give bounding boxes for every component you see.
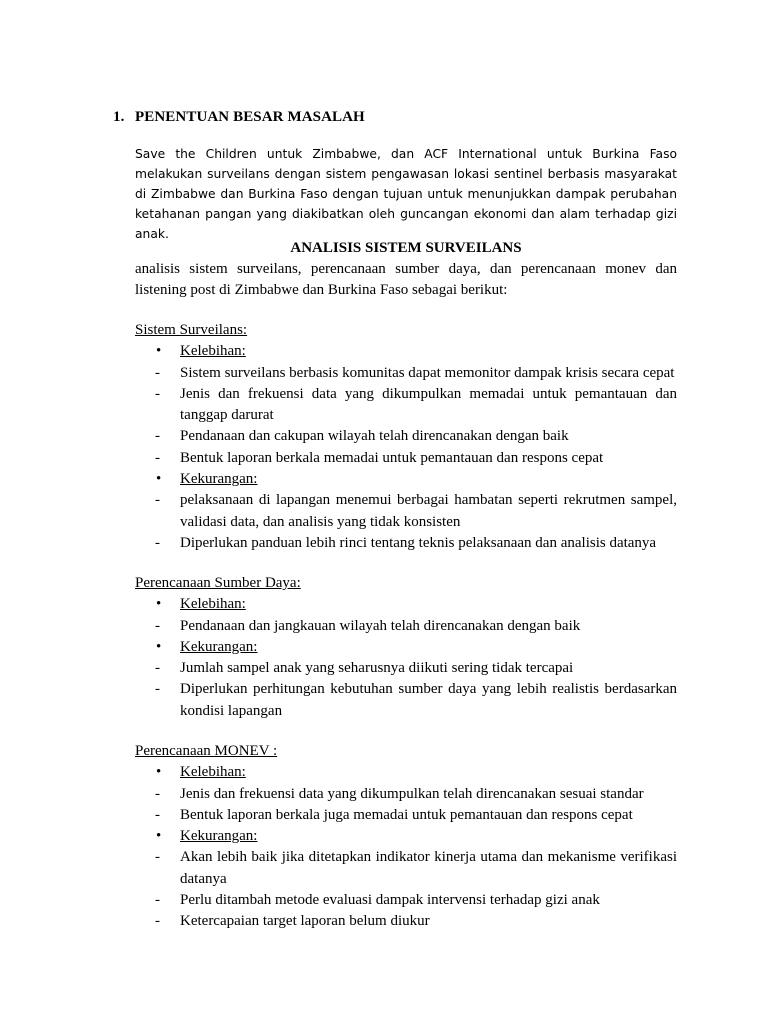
- list-item: - Bentuk laporan berkala juga memadai untuk pemantauan dan respons cepat: [135, 805, 677, 826]
- list-item: • Kelebihan:: [135, 594, 677, 615]
- list-item: - pelaksanaan di lapangan menemui berbagai hambatan seperti rekrutmen sampel, validasi data, dan analisis yang tidak konsisten: [155, 492, 677, 530]
- list-item: - Perlu ditambah metode evaluasi dampak intervensi terhadap gizi anak: [135, 890, 677, 911]
- list-item: • Kekurangan:: [135, 637, 677, 658]
- list-item: • Kekurangan:: [135, 469, 677, 490]
- dash-marker: -: [155, 849, 160, 866]
- section-sistem-surveilans: [135, 320, 677, 554]
- dash-marker: -: [155, 892, 160, 909]
- dash-marker: -: [155, 681, 160, 698]
- intro-paragraph: Save the Children untuk Zimbabwe, dan ACF International untuk Burkina Faso melakukan surveilans dengan sistem pengawasan lokasi sentinel berbasis masyarakat di Zimbabwe dan Burkina Faso dengan tujuan untuk menunjukkan dampak perubahan ketahanan pangan yang diakibatkan oleh guncangan ekonomi dan alam terhadap gizi anak.: [135, 147, 677, 241]
- section-perencanaan-monev: [135, 741, 677, 933]
- dash-marker: -: [155, 617, 160, 634]
- bullet-marker: •: [156, 343, 162, 360]
- dash-marker: -: [155, 534, 160, 551]
- dash-marker: -: [155, 785, 160, 802]
- dash-marker: -: [155, 660, 160, 677]
- list-item: - Jenis dan frekuensi data yang dikumpulkan telah direncanakan sesuai standar: [135, 784, 677, 805]
- section-title: Perencanaan Sumber Daya:: [135, 575, 301, 591]
- list-item: - Sistem surveilans berbasis komunitas dapat memonitor dampak krisis secara cepat: [135, 363, 677, 384]
- section-heading: [113, 109, 365, 126]
- dash-marker: -: [155, 385, 160, 402]
- analysis-title: ANALISIS SISTEM SURVEILANS: [290, 240, 522, 256]
- bullet-marker: •: [156, 828, 162, 845]
- list-item: • Kekurangan:: [135, 826, 677, 847]
- section-title: Sistem Surveilans:: [135, 322, 248, 338]
- list-item: - Diperlukan perhitungan kebutuhan sumber daya yang lebih realistis berdasarkan kondisi lapangan: [155, 681, 677, 719]
- dash-marker: -: [155, 428, 160, 445]
- list-item: - Jenis dan frekuensi data yang dikumpulkan memadai untuk pemantauan dan tanggap darurat: [155, 385, 677, 424]
- bullet-marker: •: [156, 764, 162, 781]
- list-item: • Kelebihan:: [135, 341, 677, 362]
- list-item: - Ketercapaian target laporan belum diukur: [135, 911, 677, 932]
- bullet-marker: •: [156, 638, 162, 655]
- section-perencanaan-sumber-daya: [135, 573, 677, 722]
- dash-marker: -: [155, 913, 160, 930]
- bullet-marker: •: [156, 596, 162, 613]
- dash-marker: -: [155, 806, 160, 823]
- heading-number: 1.: [113, 109, 125, 125]
- list-item: • Kelebihan:: [135, 762, 677, 783]
- list-item: - Jumlah sampel anak yang seharusnya diikuti sering tidak tercapai: [135, 658, 677, 679]
- analysis-lead-paragraph: analisis sistem surveilans, perencanaan sumber daya, dan perencanaan monev dan listening post di Zimbabwe dan Burkina Faso sebagai berikut:: [135, 261, 677, 298]
- list-item: - Bentuk laporan berkala memadai untuk pemantauan dan respons cepat: [135, 448, 677, 469]
- list-item: - Akan lebih baik jika ditetapkan indikator kinerja utama dan mekanisme verifikasi datanya: [155, 849, 677, 887]
- dash-marker: -: [155, 364, 160, 381]
- list-item: - Pendanaan dan jangkauan wilayah telah direncanakan dengan baik: [135, 616, 677, 637]
- heading-title: PENENTUAN BESAR MASALAH: [135, 109, 365, 125]
- bullet-marker: •: [156, 471, 162, 488]
- list-item: - Diperlukan panduan lebih rinci tentang teknis pelaksanaan dan analisis datanya: [135, 533, 677, 554]
- list-item: - Pendanaan dan cakupan wilayah telah direncanakan dengan baik: [135, 426, 677, 447]
- section-title: Perencanaan MONEV :: [135, 743, 278, 759]
- dash-marker: -: [155, 492, 160, 509]
- dash-marker: -: [155, 449, 160, 466]
